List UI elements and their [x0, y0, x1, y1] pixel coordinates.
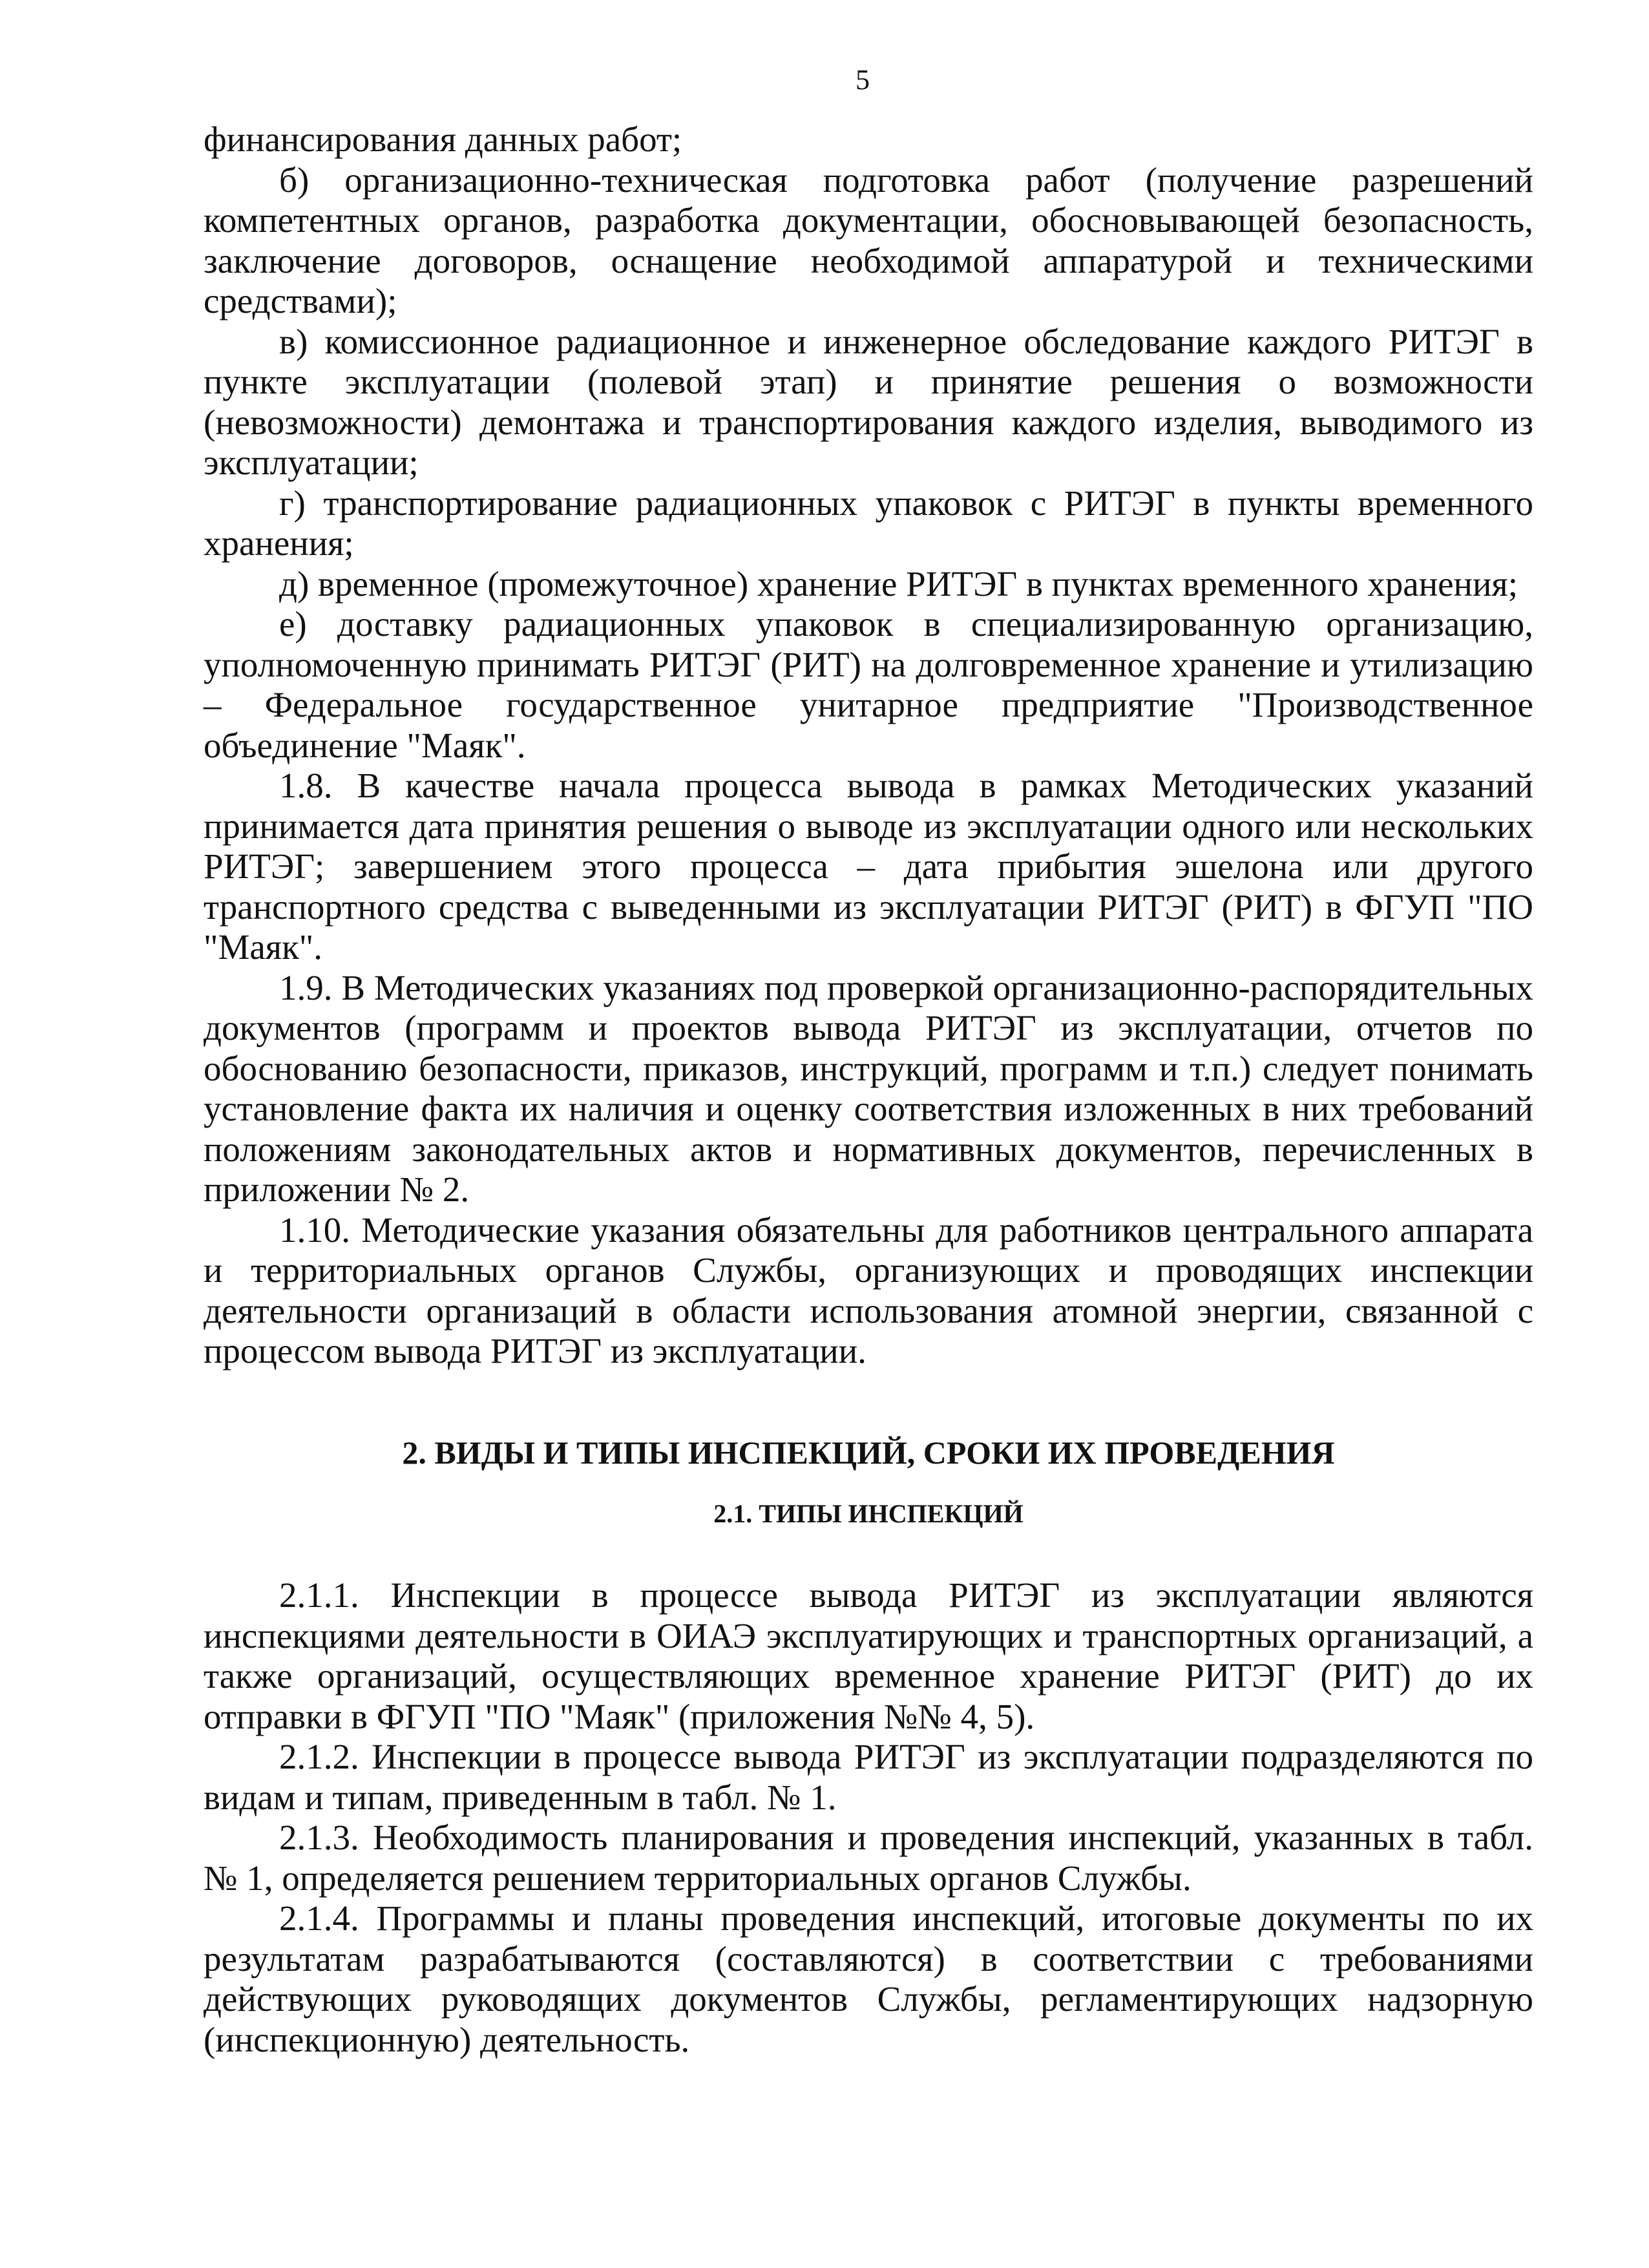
paragraph: 2.1.2. Инспекции в процессе вывода РИТЭГ из эксплуатации подразделяются по видам и типам, приведенным в табл. № 1.	[204, 1737, 1533, 1817]
paragraph: 1.8. В качестве начала процесса вывода в рамках Методических указаний принимается дата принятия решения о выводе из эксплуатации одного или нескольких РИТЭГ; завершением этого процесса – дата прибытия эшелона или другого транспортного средства с выведенными из эксплуатации РИТЭГ (РИТ) в ФГУП "ПО "Маяк".	[204, 766, 1533, 967]
body-text-bottom	[204, 1575, 1533, 2060]
paragraph: 2.1.4. Программы и планы проведения инспекций, итоговые документы по их результатам разрабатываются (составляются) в соответствии с требованиями действующих руководящих документов Службы, регламентирующих надзорную (инспекционную) деятельность.	[204, 1898, 1533, 2059]
sub-heading: 2.1. ТИПЫ ИНСПЕКЦИЙ	[713, 1499, 1024, 1528]
paragraph: г) транспортирование радиационных упаковок с РИТЭГ в пункты временного хранения;	[204, 483, 1533, 563]
paragraph: 2.1.3. Необходимость планирования и проведения инспекций, указанных в табл. № 1, определяется решением территориальных органов Службы.	[204, 1818, 1533, 1898]
body-text-top	[204, 120, 1533, 1372]
paragraph: 1.9. В Методических указаниях под проверкой организационно-распорядительных документов (программ и проектов вывода РИТЭГ из эксплуатации, отчетов по обоснованию безопасности, приказов, инструкций, программ и т.п.) следует понимать установление факта их наличия и оценку соответствия изложенных в них требований положениям законодательных актов и нормативных документов, перечисленных в приложении № 2.	[204, 967, 1533, 1209]
paragraph: в) комиссионное радиационное и инженерное обследование каждого РИТЭГ в пункте эксплуатации (полевой этап) и принятие решения о возможности (невозможности) демонтажа и транспортирования каждого изделия, выводимого из эксплуатации;	[204, 321, 1533, 482]
page-number: 5	[856, 64, 870, 96]
paragraph: е) доставку радиационных упаковок в специализированную организацию, уполномоченную принимать РИТЭГ (РИТ) на долговременное хранение и утилизацию – Федеральное государственное унитарное предприятие "Производственное объединение "Маяк".	[204, 604, 1533, 765]
paragraph: 1.10. Методические указания обязательны для работников центрального аппарата и территориальных органов Службы, организующих и проводящих инспекции деятельности организаций в области использования атомной энергии, связанной с процессом вывода РИТЭГ из эксплуатации.	[204, 1210, 1533, 1370]
paragraph: д) временное (промежуточное) хранение РИТЭГ в пунктах временного хранения;	[279, 563, 1518, 604]
section-heading: 2. ВИДЫ И ТИПЫ ИНСПЕКЦИЙ, СРОКИ ИХ ПРОВЕДЕНИЯ	[402, 1434, 1335, 1471]
paragraph: б) организационно-техническая подготовка работ (получение разрешений компетентных органов, разработка документации, обосновывающей безопасность, заключение договоров, оснащение необходимой аппаратурой и техническими средствами);	[204, 160, 1533, 320]
paragraph: финансирования данных работ;	[204, 120, 682, 159]
paragraph: 2.1.1. Инспекции в процессе вывода РИТЭГ из эксплуатации являются инспекциями деятельности в ОИАЭ эксплуатирующих и транспортных организаций, а также организаций, осуществляющих временное хранение РИТЭГ (РИТ) до их отправки в ФГУП "ПО "Маяк" (приложения №№ 4, 5).	[204, 1575, 1533, 1736]
